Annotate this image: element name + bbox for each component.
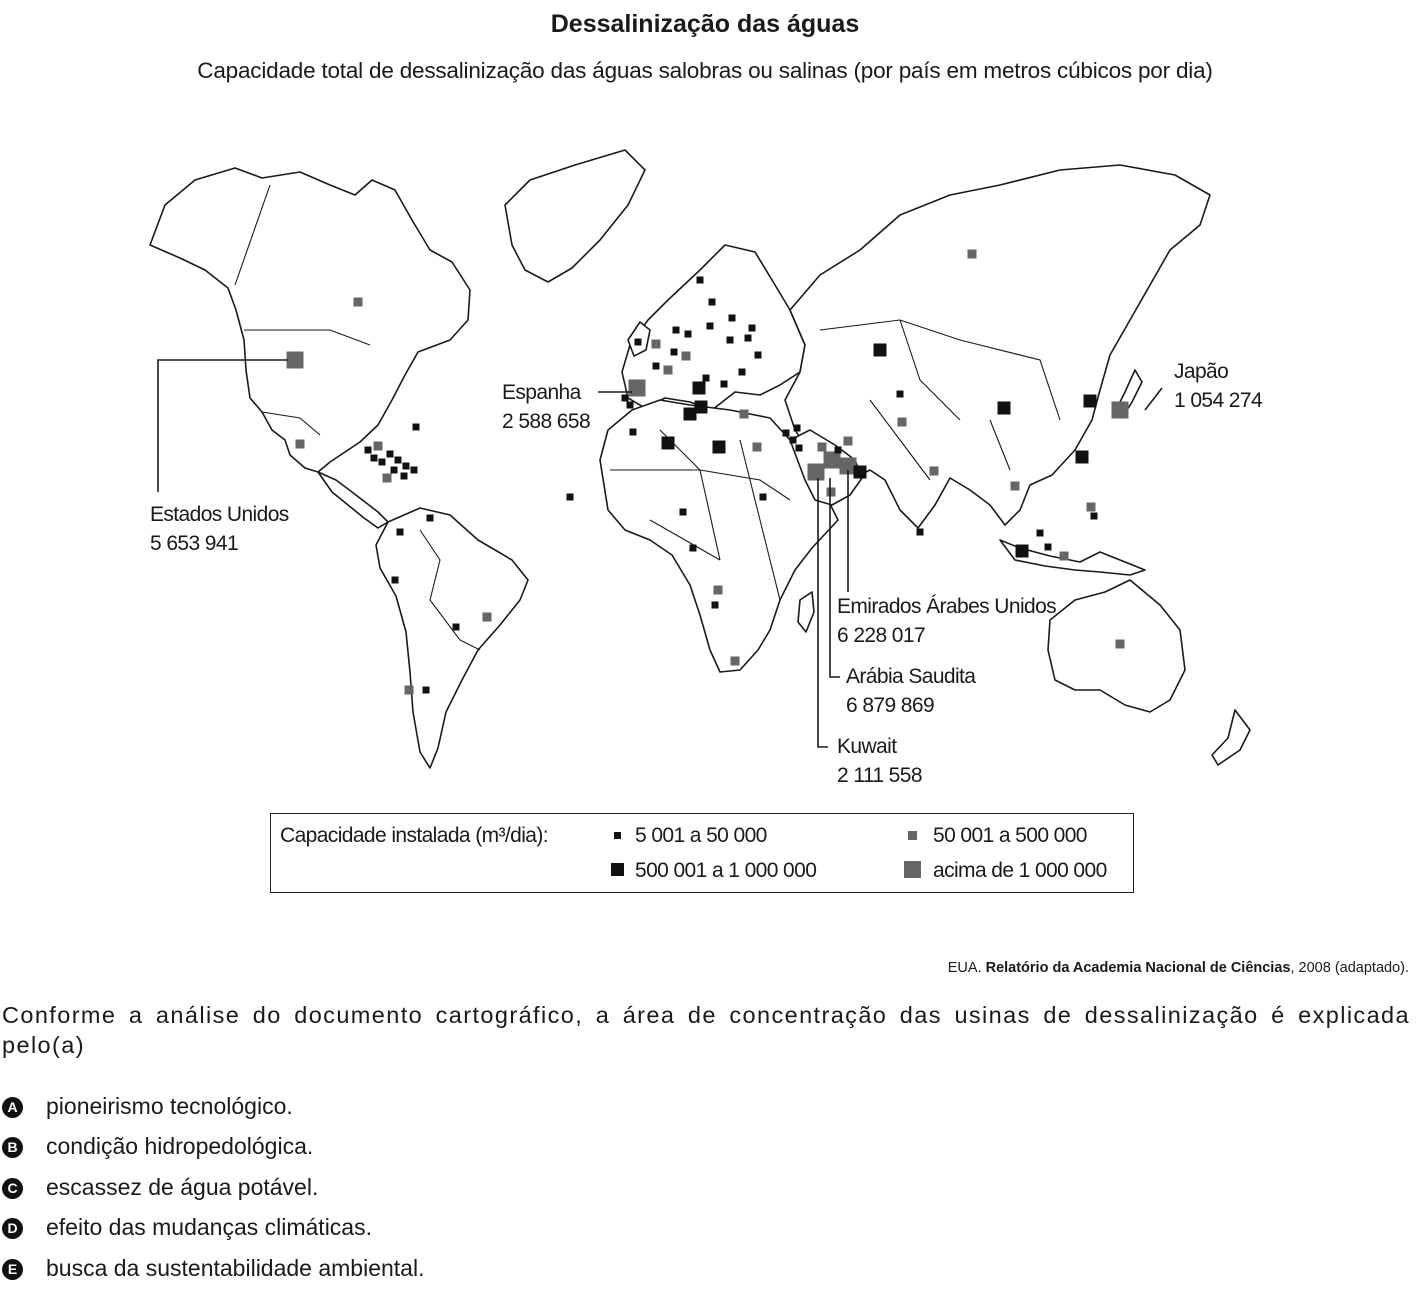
desalination-plant-marker — [1087, 503, 1096, 512]
new-zealand-landmass — [1212, 710, 1250, 765]
kuwait-label: Kuwait 2 111 558 — [837, 735, 922, 787]
map-subtitle: Capacidade total de dessalinização das águas salobras ou salinas (por país em metros cúbicos por dia) — [197, 58, 1213, 83]
saudi-label: Arábia Saudita 6 879 869 — [846, 665, 976, 717]
desalination-plant-marker — [374, 442, 383, 451]
desalination-plant-marker — [697, 277, 704, 284]
desalination-plant-marker — [998, 402, 1011, 415]
desalination-plant-marker — [968, 250, 977, 259]
desalination-plant-marker — [713, 441, 726, 454]
source-citation — [948, 960, 1409, 976]
desalination-plant-marker — [1076, 451, 1089, 464]
central-america-landmass — [318, 472, 388, 528]
desalination-plant-marker — [755, 352, 762, 359]
desalination-plant-marker — [629, 380, 646, 397]
desalination-plant-marker — [835, 447, 842, 454]
desalination-plant-marker — [740, 410, 749, 419]
desalination-plant-marker — [1116, 640, 1125, 649]
desalination-plant-marker — [1045, 544, 1052, 551]
desalination-plant-marker — [796, 445, 803, 452]
desalination-plant-marker — [622, 395, 629, 402]
desalination-plant-marker — [729, 315, 736, 322]
desalination-plant-marker — [721, 381, 728, 388]
desalination-plant-marker — [671, 349, 678, 356]
desalination-plant-marker — [745, 335, 752, 342]
greenland-landmass — [505, 150, 645, 282]
desalination-plant-marker — [749, 325, 756, 332]
option-b-text: condição hidropedológica. — [46, 1133, 314, 1159]
option-b-letter: B — [2, 1137, 23, 1158]
desalination-plant-marker — [653, 363, 660, 370]
desalination-plant-marker — [1084, 395, 1097, 408]
desalination-plant-marker — [379, 459, 386, 466]
desalination-plant-marker — [567, 494, 574, 501]
desalination-plant-marker — [685, 331, 692, 338]
usa-label: Estados Unidos 5 653 941 — [150, 503, 289, 555]
desalination-plant-marker — [739, 369, 746, 376]
desalination-plant-marker — [453, 624, 460, 631]
desalination-plant-marker — [790, 437, 797, 444]
desalination-plant-marker — [760, 494, 767, 501]
desalination-plant-marker — [703, 375, 710, 382]
desalination-plant-marker — [423, 687, 430, 694]
desalination-plant-marker — [413, 424, 420, 431]
desalination-plant-marker — [818, 443, 827, 452]
option-c-letter: C — [2, 1178, 23, 1199]
desalination-plant-marker — [405, 686, 414, 695]
desalination-plant-marker — [630, 429, 637, 436]
legend-label-large: 500 001 a 1 000 000 — [635, 859, 817, 882]
desalination-plant-marker — [391, 467, 398, 474]
japan-leader-line — [1145, 388, 1162, 410]
desalination-plant-marker — [1037, 530, 1044, 537]
desalination-plant-marker — [1011, 482, 1020, 491]
desalination-plant-marker — [1060, 552, 1069, 561]
desalination-plant-marker — [824, 452, 841, 469]
desalination-plant-marker — [397, 529, 404, 536]
desalination-plant-marker — [898, 418, 907, 427]
desalination-plant-marker — [411, 467, 418, 474]
desalination-plant-marker — [662, 437, 675, 450]
desalination-plant-marker — [627, 402, 634, 409]
uae-label: Emirados Árabes Unidos 6 228 017 — [837, 595, 1057, 647]
option-e[interactable] — [2, 1253, 424, 1283]
desalination-plant-marker — [354, 298, 363, 307]
desalination-plant-marker — [395, 457, 402, 464]
legend-swatch-small — [614, 832, 621, 839]
south-america-landmass — [376, 508, 528, 768]
legend-title: Capacidade instalada (m³/dia): — [280, 824, 548, 847]
option-e-letter: E — [2, 1259, 23, 1280]
legend-label-small: 5 001 a 50 000 — [635, 824, 767, 847]
desalination-plant-marker — [709, 299, 716, 306]
desalination-plant-marker — [753, 443, 762, 452]
option-a[interactable] — [2, 1091, 293, 1121]
desalination-plant-marker — [680, 509, 687, 516]
desalination-plant-marker — [874, 344, 887, 357]
desalination-plant-marker — [673, 327, 680, 334]
legend-swatch-xlarge — [904, 861, 921, 878]
desalination-plant-marker — [635, 339, 642, 346]
desalination-plant-marker — [917, 529, 924, 536]
desalination-plant-marker — [731, 657, 740, 666]
legend-label-xlarge: acima de 1 000 000 — [933, 859, 1107, 882]
desalination-plant-marker — [682, 352, 691, 361]
option-e-text: busca da sustentabilidade ambiental. — [46, 1255, 425, 1281]
madagascar-landmass — [798, 592, 814, 632]
desalination-plant-marker — [712, 602, 719, 609]
desalination-plant-marker — [827, 488, 836, 497]
desalination-plant-marker — [1112, 402, 1129, 419]
desalination-plant-marker — [652, 340, 661, 349]
option-d-text: efeito das mudanças climáticas. — [46, 1214, 372, 1240]
legend-swatch-medium — [908, 831, 917, 840]
option-d[interactable] — [2, 1212, 372, 1242]
desalination-plant-marker — [365, 447, 372, 454]
desalination-plant-marker — [383, 474, 392, 483]
source-title: Relatório da Academia Nacional de Ciências — [985, 960, 1291, 976]
desalination-plant-marker — [897, 391, 904, 398]
desalination-plant-marker — [707, 323, 714, 330]
japan-label: Japão 1 054 274 — [1174, 360, 1263, 412]
desalination-plant-marker — [854, 466, 867, 479]
desalination-plant-marker — [1091, 513, 1098, 520]
desalination-plant-marker — [794, 425, 801, 432]
desalination-plant-marker — [401, 473, 408, 480]
desalination-plant-marker — [427, 515, 434, 522]
legend-swatch-large — [611, 863, 624, 876]
desalination-plant-marker — [693, 382, 706, 395]
desalination-plant-marker — [690, 545, 697, 552]
map-legend — [270, 813, 1134, 893]
desalination-plant-marker — [808, 464, 825, 481]
source-prefix: EUA. — [947, 960, 982, 976]
option-b[interactable] — [2, 1131, 313, 1161]
desalination-plant-marker — [296, 440, 305, 449]
desalination-plant-marker — [783, 430, 790, 437]
desalination-plant-marker — [844, 437, 853, 446]
desalination-plant-marker — [392, 577, 399, 584]
desalination-plant-marker — [684, 408, 697, 421]
option-a-letter: A — [2, 1097, 23, 1118]
desalination-plant-marker — [930, 467, 939, 476]
source-suffix: , 2008 (adaptado). — [1290, 960, 1409, 976]
option-c[interactable] — [2, 1172, 318, 1202]
desalination-plant-marker — [1016, 545, 1029, 558]
question-text: Conforme a análise do documento cartográfico, a área de concentração das usinas de dessalinização é explicada pelo(a) — [2, 1002, 1410, 1058]
option-d-letter: D — [2, 1218, 23, 1239]
desalination-plant-marker — [403, 463, 410, 470]
desalination-plant-marker — [727, 337, 734, 344]
option-a-text: pioneirismo tecnológico. — [46, 1093, 293, 1119]
legend-label-medium: 50 001 a 500 000 — [933, 824, 1087, 847]
desalination-plant-marker — [664, 366, 673, 375]
map-title: Dessalinização das águas — [550, 10, 860, 38]
desalination-plant-marker — [371, 455, 378, 462]
option-c-text: escassez de água potável. — [46, 1174, 319, 1200]
desalination-plant-marker — [483, 613, 492, 622]
desalination-plant-marker — [714, 586, 723, 595]
desalination-plant-marker — [287, 352, 304, 369]
spain-label: Espanha 2 588 658 — [502, 381, 591, 433]
desalination-plant-marker — [387, 451, 394, 458]
